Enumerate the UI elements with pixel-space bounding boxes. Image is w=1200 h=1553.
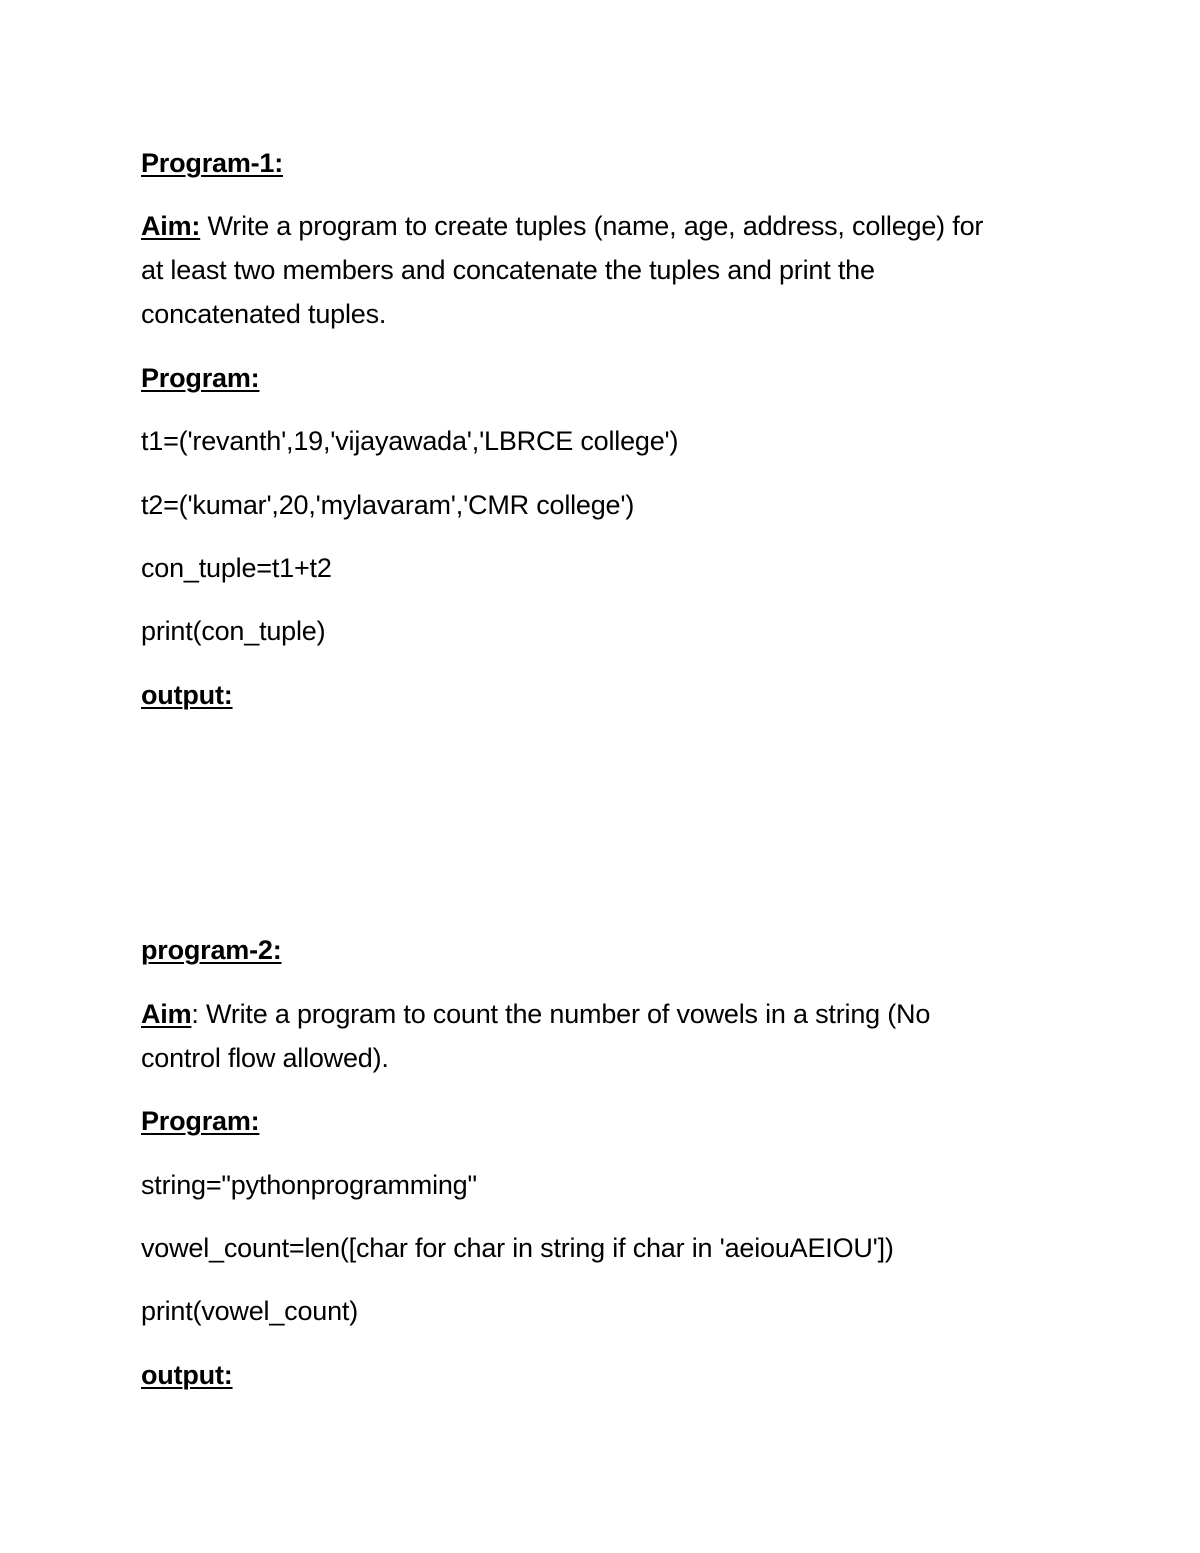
- program-2-aim-text-1: : Write a program to count the number of vowels in a string (No: [191, 999, 931, 1029]
- program-2-aim-line-1: [141, 992, 930, 1036]
- program-1-aim-line-1: [141, 204, 983, 248]
- program-1-code-line-4: print(con_tuple): [141, 616, 326, 646]
- program-1-aim-label: Aim:: [141, 211, 201, 241]
- program-1-aim-text-1: Write a program to create tuples (name, age, address, college) for: [200, 211, 984, 241]
- program-2-output-label: output:: [141, 1360, 233, 1390]
- program-2-code-line-1: string="pythonprogramming": [141, 1170, 477, 1200]
- program-1-title: Program-1:: [141, 148, 284, 178]
- program-1-code-line-3: con_tuple=t1+t2: [141, 553, 332, 583]
- program-1-program-label: Program:: [141, 363, 260, 393]
- program-2-code-line-3: print(vowel_count): [141, 1296, 359, 1326]
- program-2-title: program-2:: [141, 935, 282, 965]
- program-1-code-line-2: t2=('kumar',20,'mylavaram','CMR college'): [141, 490, 635, 520]
- program-1-output-label: output:: [141, 680, 233, 710]
- program-1-aim-line-2: at least two members and concatenate the tuples and print the: [141, 255, 875, 285]
- program-1-code-line-1: t1=('revanth',19,'vijayawada','LBRCE college'): [141, 426, 679, 456]
- program-2-code-line-2: vowel_count=len([char for char in string if char in 'aeiouAEIOU']): [141, 1233, 894, 1263]
- program-1-aim-line-3: concatenated tuples.: [141, 299, 387, 329]
- program-2-program-label: Program:: [141, 1106, 260, 1136]
- program-2-aim-label: Aim: [141, 999, 192, 1029]
- program-2-aim-line-2: control flow allowed).: [141, 1043, 389, 1073]
